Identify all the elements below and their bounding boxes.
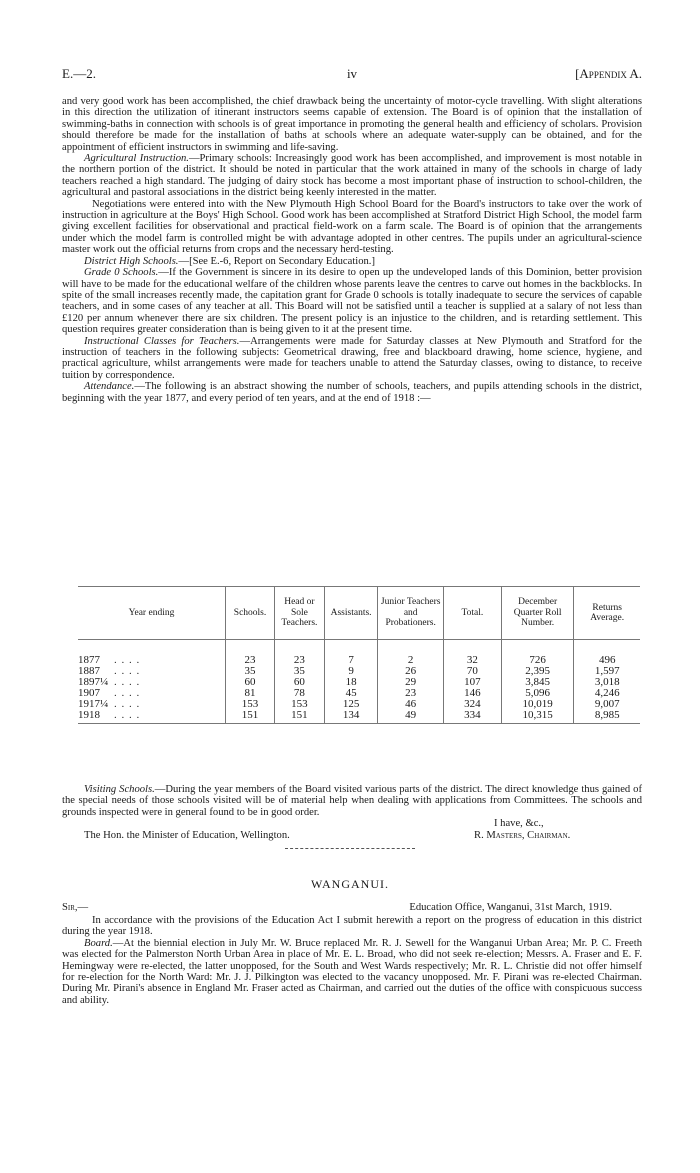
heading-grade0: Grade 0 Schools.	[84, 267, 159, 279]
paragraph-visiting: Visiting Schools.—During the year members of the Board visited various parts of the district. The direct knowledge thus gained of the special needs of those schools visited will be of material help when dealing with applications from Committees. The schools and grounds inspected were in general found to be in good order.	[62, 784, 642, 818]
header-page-number: iv	[346, 66, 358, 81]
table-header-row	[78, 587, 640, 640]
heading-attendance: Attendance.	[84, 381, 135, 393]
paragraph-attendance: Attendance.—The following is an abstract showing the number of schools, teachers, and pupils attending schools in the district, beginning with the year 1877, and every period of ten years, and at the end of 1918 :—	[62, 381, 642, 404]
table-spacer-row	[78, 640, 640, 656]
paragraph-district-high: District High Schools.—[See E.-6, Report on Secondary Education.]	[84, 255, 375, 267]
attendance-table	[78, 586, 640, 724]
heading-instructional: Instructional Classes for Teachers.	[84, 335, 240, 347]
signature: R. Masters, Chairman.	[474, 829, 571, 841]
section-taranaki-text	[62, 96, 642, 404]
salutation: Sir,—	[62, 902, 89, 913]
table-row: 1877 . . . . 23 23 7 2 32 726 496	[78, 655, 640, 666]
col-assistants: Assistants.	[324, 587, 378, 640]
heading-visiting: Visiting Schools.	[84, 784, 155, 795]
letter-heading	[62, 902, 642, 915]
col-year: Year ending	[78, 587, 225, 640]
page-header	[62, 66, 642, 84]
col-head-teachers: Head or Sole Teachers.	[275, 587, 325, 640]
signature-line	[62, 830, 642, 842]
col-returns-average: Returns Average.	[574, 587, 640, 640]
table-row: 1907 . . . . 81 78 45 23 146 5,096 4,246	[78, 688, 640, 699]
dateline: Education Office, Wanganui, 31st March, 1919.	[409, 902, 612, 913]
paragraph-agricultural: Agricultural Instruction.—Primary schools: Increasingly good work has been accomplished, and improvement is most notable in the northern portion of the district. It should be noted in particular that the work attained in many of the schools in charge of lady teachers reached a high standard. The judging of dairy stock has become a most important phase of instruction to school-children, the agricultural and pastoral associations in the district being keenly interested in the matter.	[62, 153, 642, 199]
col-junior-teachers: Junior Teachers and Probationers.	[378, 587, 443, 640]
section-visiting-text	[62, 784, 642, 842]
header-left: E.—2.	[62, 66, 96, 81]
col-roll-number: December Quarter Roll Number.	[501, 587, 573, 640]
table-row: 1887 . . . . 35 35 9 26 70 2,395 1,597	[78, 666, 640, 677]
paragraph-board: Board.—At the biennial election in July Mr. W. Bruce replaced Mr. R. J. Sewell for the Wanganui Urban Area; Mr. P. C. Freeth was elected for the Palmerston North Urban Area in place of Mr. E. L. Broad, who did not seek re-election; Messrs. A. Fraser and E. F. Hemingway were re-elected, the latter unopposed, for the South and West Wards respectively; Mr. R. L. Christie did not offer himself for re-election for the North Ward: Mr. J. J. Pilkington was elected to the vacancy unopposed. Mr. F. Pirani was re-elected Chairman. During Mr. Pirani's absence in England Mr. Fraser acted as Chairman, and carried out the duties of the office with conspicuous success and ability.	[62, 937, 642, 1006]
section-divider	[285, 848, 415, 849]
table-row: 1918 . . . . 151 151 134 49 334 10,315 8,985	[78, 710, 640, 724]
section-wanganui-text	[62, 902, 642, 1006]
paragraph-instructional: Instructional Classes for Teachers.—Arrangements were made for Saturday classes at New Plymouth and Stratford for the instruction of teachers in the following subjects: Geometrical drawing, free and blackboard drawing, home science, hygiene, and practical agriculture, whilst arrangements were made for teachers unable to attend the Saturday classes, owing to distance, to receive tuition by correspondence.	[62, 335, 643, 381]
heading-agricultural: Agricultural Instruction.	[84, 153, 189, 165]
heading-district-high: District High Schools.	[84, 255, 179, 267]
closing-line: I have, &c.,	[494, 818, 544, 830]
paragraph-grade0: Grade 0 Schools.—If the Government is sincere in its desire to open up the undeveloped lands of this Dominion, better provision will have to be made for the educational welfare of the children whose parents leave the centres to carve out homes in the backblocks. In spite of the small increases recently made, the capitation grant for Grade 0 schools is totally inadequate to secure the services of capable teachers, and in some cases of any teacher at all. This Board will not be satisfied until a teacher is supplied at a salary of not less than £120 per annum whenever there are six children. The present policy is an injustice to the children, and is retarding settlement. This question requires greater consideration than is being given to it at the present time.	[62, 267, 642, 336]
paragraph-negotiations: Negotiations were entered into with the New Plymouth High School Board for the Board's instructors to take over the work of instruction in agriculture at the Boys' High School. Good work has been accomplished at Stratford District High School, the model farm giving excellent facilities for observational and practical field-work on a farm scale. The Board is of opinion that the arrangements under which the model farm is controlled might be with advantage adopted in other centres. The pupils under an agricultural-science master work out the official returns from crops and the necessary herd-testing.	[62, 198, 642, 256]
table-row: 1917¼ . . . . 153 153 125 46 324 10,019 9,007	[78, 699, 640, 710]
addressee: The Hon. the Minister of Education, Wellington.	[84, 829, 290, 841]
paragraph-swimming: and very good work has been accomplished, the chief drawback being the uncertainty of motor-cycle travelling. With slight alterations in this direction the utilization of itinerant instructors seems capable of extension. The Board is of opinion that the installation of swimming-baths in connection with schools is of great importance in promoting the general health and efficiency of scholars. Provision should therefore be made for the installation of baths at schools where an adequate water-supply can be obtained, and for the appointment of efficient instructors in swimming and life-saving.	[62, 96, 642, 153]
heading-board: Board.	[84, 937, 113, 949]
col-total: Total.	[443, 587, 501, 640]
section-title-wanganui: WANGANUI.	[311, 877, 389, 891]
paragraph-accordance: In accordance with the provisions of the Education Act I submit herewith a report on the progress of education in this district during the year 1918.	[62, 915, 642, 938]
table-row: 1897¼ . . . . 60 60 18 29 107 3,845 3,018	[78, 677, 640, 688]
col-schools: Schools.	[225, 587, 274, 640]
header-right: [Appendix A.	[575, 66, 642, 81]
